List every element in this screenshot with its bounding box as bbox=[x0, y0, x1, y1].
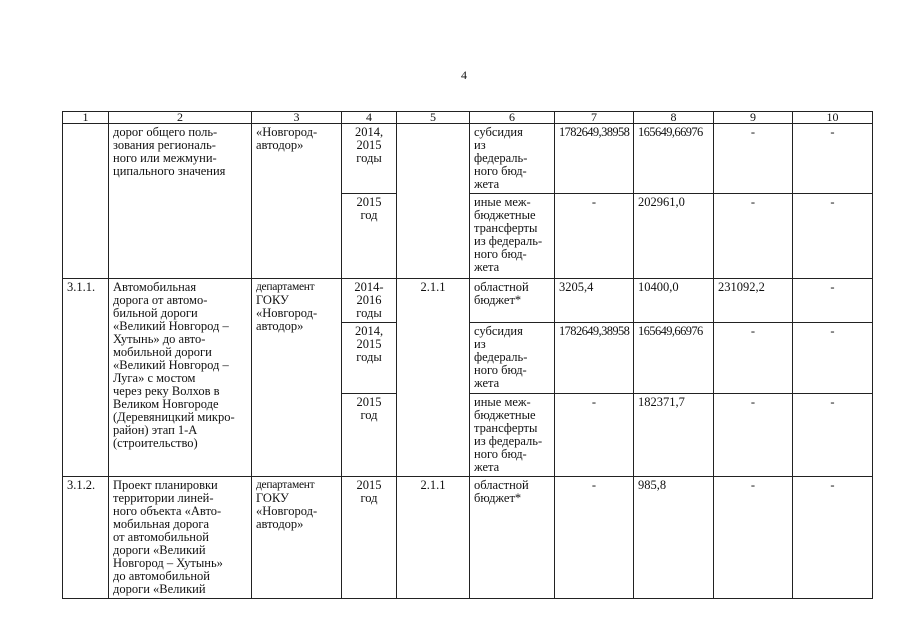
executor-label: ГОКУ «Новгород- автодор» bbox=[256, 293, 318, 333]
item-name-cell: Проект планировки территории линей- ного объекта «Авто- мобильная дорога от автомобильной дороги «Великий Новгород – Хутынь» до автомобильной дороги «Великий bbox=[109, 477, 252, 599]
item-name-cell: дорог общего поль- зования региональ- ного или межмуни- ципального значения bbox=[109, 124, 252, 279]
value-cell: 1782649,38958 bbox=[555, 323, 634, 394]
period-cell: 2015 год bbox=[342, 477, 397, 599]
column-number: 3 bbox=[252, 112, 342, 124]
executor-cell bbox=[252, 477, 342, 599]
target-code-cell: 2.1.1 bbox=[397, 279, 470, 477]
column-number: 10 bbox=[793, 112, 873, 124]
executor-cell: «Новгород- автодор» bbox=[252, 124, 342, 279]
value-cell: - bbox=[793, 394, 873, 477]
item-number-cell: 3.1.1. bbox=[63, 279, 109, 477]
executor-cell bbox=[252, 279, 342, 477]
program-table bbox=[62, 111, 873, 599]
table-row bbox=[63, 279, 873, 323]
value-cell: - bbox=[793, 279, 873, 323]
page-number: 4 bbox=[461, 68, 467, 82]
period-cell: 2015 год bbox=[342, 194, 397, 279]
value-cell: - bbox=[793, 124, 873, 194]
column-number: 2 bbox=[109, 112, 252, 124]
target-code-cell bbox=[397, 124, 470, 279]
item-number-cell bbox=[63, 124, 109, 279]
column-number: 8 bbox=[634, 112, 714, 124]
column-number: 6 bbox=[470, 112, 555, 124]
column-number: 7 bbox=[555, 112, 634, 124]
executor-label: ГОКУ «Новгород- автодор» bbox=[256, 491, 318, 531]
value-cell: 985,8 bbox=[634, 477, 714, 599]
value-cell: - bbox=[793, 477, 873, 599]
value-cell: - bbox=[714, 124, 793, 194]
value-cell: - bbox=[793, 194, 873, 279]
value-cell: - bbox=[555, 194, 634, 279]
value-cell: 231092,2 bbox=[714, 279, 793, 323]
period-cell: 2014, 2015 годы bbox=[342, 124, 397, 194]
column-number: 4 bbox=[342, 112, 397, 124]
funding-source-cell: областной бюджет* bbox=[470, 279, 555, 323]
value-cell: 1782649,38958 bbox=[555, 124, 634, 194]
item-name-cell: Автомобильная дорога от автомо- бильной дороги «Великий Новгород – Хутынь» до авто- мобильной дороги «Великий Новгород – Луга» с мостом через реку Волхов в Великом Новгороде (Деревяницкий микро- район) этап 1-А (строительство) bbox=[109, 279, 252, 477]
funding-source-cell: областной бюджет* bbox=[470, 477, 555, 599]
table-row bbox=[63, 124, 873, 194]
funding-source-cell: субсидия из федераль- ного бюд- жета bbox=[470, 124, 555, 194]
funding-source-cell: субсидия из федераль- ного бюд- жета bbox=[470, 323, 555, 394]
value-cell: 3205,4 bbox=[555, 279, 634, 323]
column-number: 9 bbox=[714, 112, 793, 124]
column-number-row bbox=[63, 112, 873, 124]
value-cell: 182371,7 bbox=[634, 394, 714, 477]
column-number: 5 bbox=[397, 112, 470, 124]
item-number-cell: 3.1.2. bbox=[63, 477, 109, 599]
period-cell: 2014- 2016 годы bbox=[342, 279, 397, 323]
column-number: 1 bbox=[63, 112, 109, 124]
value-cell: - bbox=[714, 477, 793, 599]
period-cell: 2015 год bbox=[342, 394, 397, 477]
value-cell: - bbox=[793, 323, 873, 394]
value-cell: 202961,0 bbox=[634, 194, 714, 279]
department-label: департамент bbox=[256, 281, 315, 293]
table-row bbox=[63, 477, 873, 599]
value-cell: - bbox=[714, 323, 793, 394]
value-cell: - bbox=[555, 394, 634, 477]
value-cell: - bbox=[714, 394, 793, 477]
value-cell: 165649,66976 bbox=[634, 124, 714, 194]
funding-source-cell: иные меж- бюджетные трансферты из федераль- ного бюд- жета bbox=[470, 394, 555, 477]
value-cell: 165649,66976 bbox=[634, 323, 714, 394]
target-code-cell: 2.1.1 bbox=[397, 477, 470, 599]
period-cell: 2014, 2015 годы bbox=[342, 323, 397, 394]
department-label: департамент bbox=[256, 479, 315, 491]
funding-source-cell: иные меж- бюджетные трансферты из федераль- ного бюд- жета bbox=[470, 194, 555, 279]
value-cell: - bbox=[555, 477, 634, 599]
value-cell: - bbox=[714, 194, 793, 279]
value-cell: 10400,0 bbox=[634, 279, 714, 323]
